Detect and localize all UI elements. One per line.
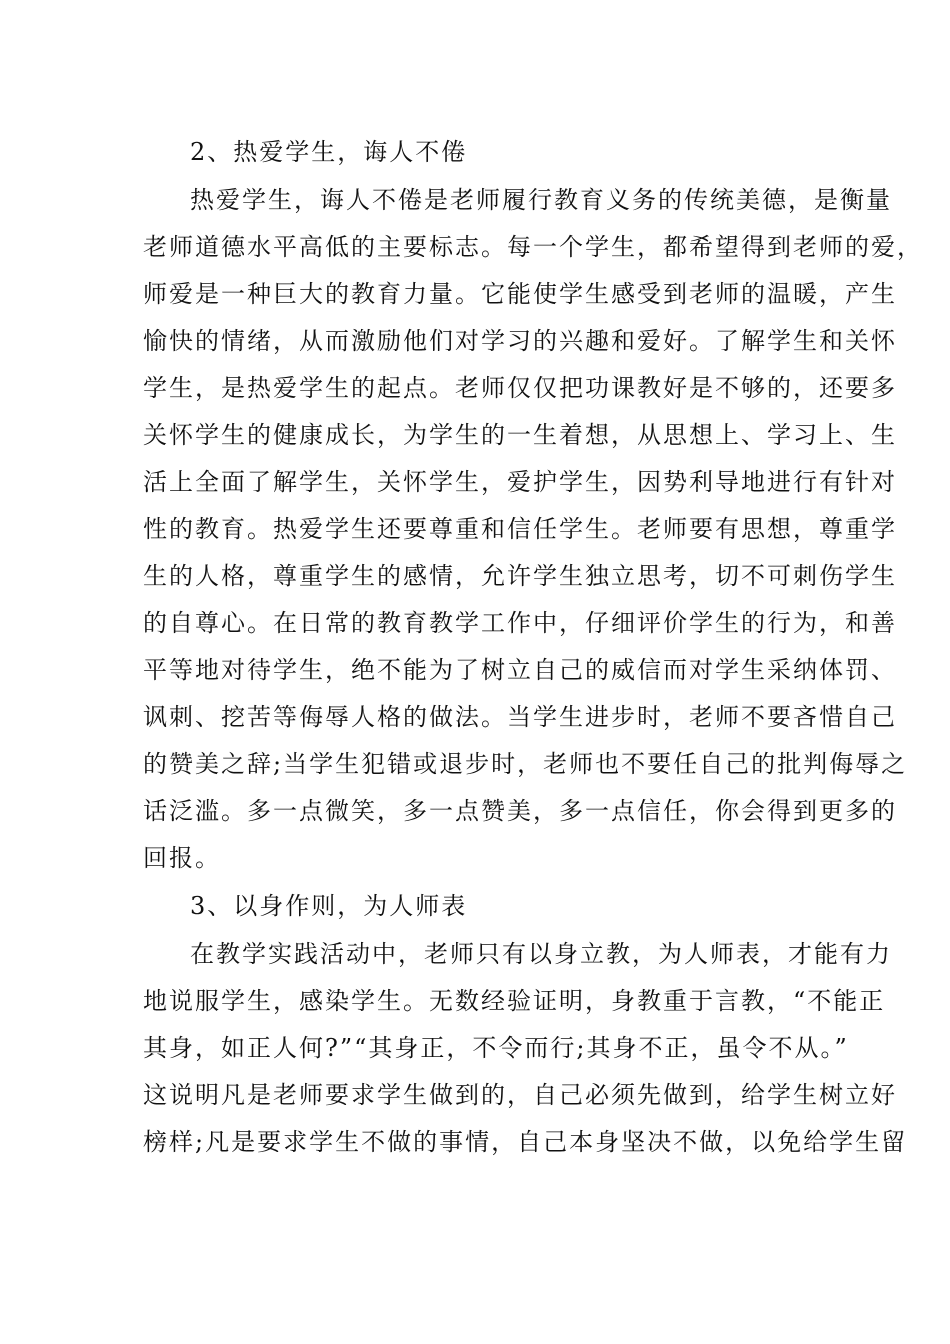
- paragraph-line: 的自尊心。在日常的教育教学工作中，仔细评价学生的行为，和善: [143, 609, 897, 637]
- paragraph-line: 这说明凡是老师要求学生做到的，自己必须先做到，给学生树立好: [143, 1081, 897, 1109]
- paragraph-line: 回报。: [143, 844, 221, 872]
- section-heading: 2、热爱学生，诲人不倦: [190, 138, 468, 166]
- paragraph-line: 榜样;凡是要求学生不做的事情，自己本身坚决不做，以免给学生留: [143, 1128, 908, 1156]
- paragraph-line: 在教学实践活动中，老师只有以身立教，为人师表，才能有力: [190, 940, 892, 968]
- paragraph-line: 平等地对待学生，绝不能为了树立自己的威信而对学生采纳体罚、: [143, 656, 897, 684]
- paragraph-line: 讽刺、挖苦等侮辱人格的做法。当学生进步时，老师不要吝惜自己: [143, 703, 897, 731]
- paragraph-line: 其身，如正人何?”“其身正，不令而行;其身不正，虽令不从。”: [143, 1034, 849, 1062]
- paragraph-line: 的赞美之辞;当学生犯错或退步时，老师也不要任自己的批判侮辱之: [143, 750, 908, 778]
- paragraph-line: 生的人格，尊重学生的感情，允许学生独立思考，切不可刺伤学生: [143, 562, 897, 590]
- paragraph-line: 愉快的情绪，从而激励他们对学习的兴趣和爱好。了解学生和关怀: [143, 327, 897, 355]
- paragraph-line: 老师道德水平高低的主要标志。每一个学生，都希望得到老师的爱，: [143, 233, 923, 261]
- paragraph-line: 师爱是一种巨大的教育力量。它能使学生感受到老师的温暖，产生: [143, 280, 897, 308]
- paragraph-line: 关怀学生的健康成长，为学生的一生着想，从思想上、学习上、生: [143, 421, 897, 449]
- paragraph-line: 性的教育。热爱学生还要尊重和信任学生。老师要有思想，尊重学: [143, 515, 897, 543]
- paragraph-line: 热爱学生，诲人不倦是老师履行教育义务的传统美德，是衡量: [190, 186, 892, 214]
- paragraph-line: 话泛滥。多一点微笑，多一点赞美，多一点信任，你会得到更多的: [143, 797, 897, 825]
- section-heading: 3、以身作则，为人师表: [190, 892, 468, 920]
- paragraph-line: 学生，是热爱学生的起点。老师仅仅把功课教好是不够的，还要多: [143, 374, 897, 402]
- paragraph-line: 地说服学生，感染学生。无数经验证明，身教重于言教，“不能正: [143, 987, 886, 1015]
- paragraph-line: 活上全面了解学生，关怀学生，爱护学生，因势利导地进行有针对: [143, 468, 897, 496]
